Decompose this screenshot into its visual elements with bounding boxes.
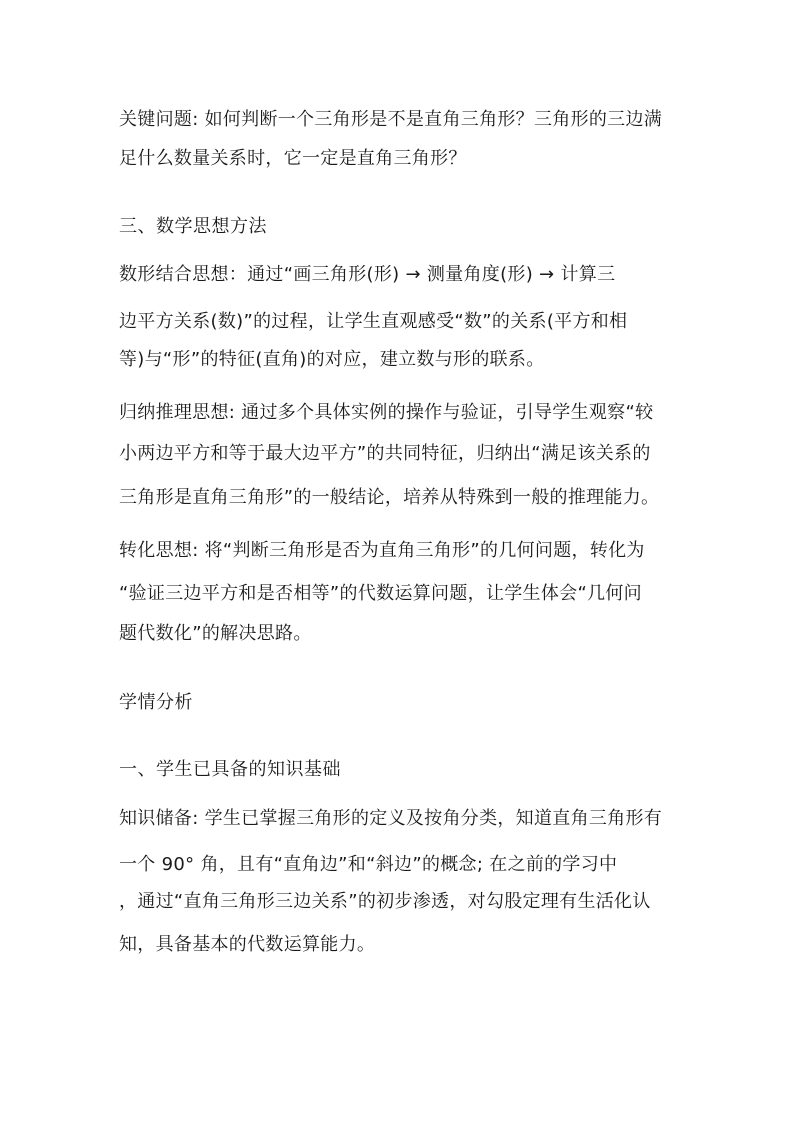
number-shape-line-1: 数形结合思想：通过“画三角形(形) → 测量角度(形) → 计算三 (119, 264, 616, 285)
transformation-line-1: 转化思想: 将“判断三角形是否为直角三角形”的几何问题，转化为 (119, 540, 645, 561)
induction-line-3: 三角形是直角三角形”的一般结论，培养从特殊到一般的推理能力。 (119, 487, 660, 508)
transformation-line-2: “验证三边平方和是否相等”的代数运算问题，让学生体会“几何问 (119, 583, 642, 604)
subsection-1-title: 一、学生已具备的知识基础 (119, 759, 341, 780)
knowledge-line-4: 知，具备基本的代数运算能力。 (119, 934, 376, 955)
learning-analysis-title: 学情分析 (119, 692, 193, 713)
knowledge-line-1: 知识储备: 学生已掌握三角形的定义及按角分类，知道直角三角形有 (119, 808, 663, 829)
number-shape-line-2: 边平方关系(数)”的过程，让学生直观感受“数”的关系(平方和相 (119, 311, 628, 332)
induction-line-2: 小两边平方和等于最大边平方”的共同特征，归纳出“满足该关系的 (119, 443, 651, 464)
transformation-line-3: 题代数化”的解决思路。 (119, 623, 312, 644)
induction-line-1: 归纳推理思想: 通过多个具体实例的操作与验证，引导学生观察“较 (119, 402, 654, 423)
knowledge-line-2: 一个 90° 角，且有“直角边”和“斜边”的概念; 在之前的学习中 (119, 854, 618, 875)
key-question-line-2: 足什么数量关系时，它一定是直角三角形？ (119, 148, 467, 169)
knowledge-line-3: ，通过“直角三角形三边关系”的初步渗透，对勾股定理有生活化认 (119, 891, 651, 912)
key-question-line-1: 关键问题: 如何判断一个三角形是不是直角三角形？三角形的三边满 (119, 109, 663, 130)
number-shape-line-3: 等)与“形”的特征(直角)的对应，建立数与形的联系。 (119, 349, 545, 370)
section-3-title: 三、数学思想方法 (119, 216, 267, 237)
